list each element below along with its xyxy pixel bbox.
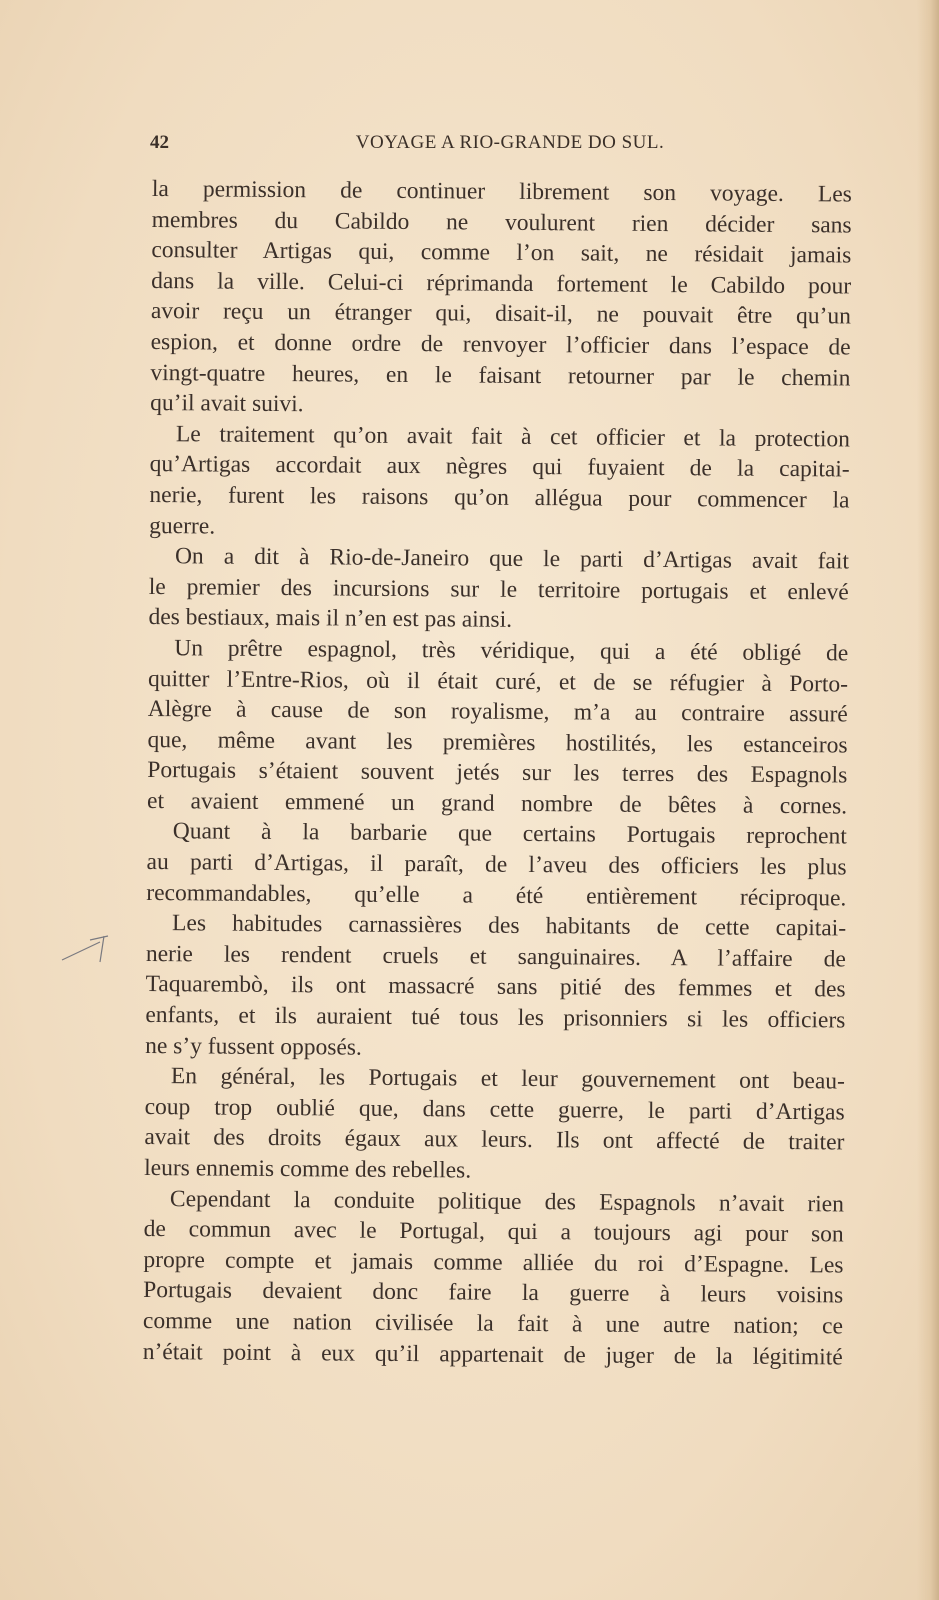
text-line: qu’Artigas accordait aux nègres qui fuyaient de la capitai- bbox=[149, 451, 850, 483]
running-header bbox=[150, 128, 850, 158]
text-line: Portugais s’étaient souvent jetés sur les terres des Espagnols bbox=[147, 757, 848, 789]
text-line: des bestiaux, mais il n’en est pas ainsi. bbox=[148, 604, 513, 634]
text-line: Le traitement qu’on avait fait à cet officier et la protection bbox=[175, 420, 851, 453]
text-line: consulter Artigas qui, comme l’on sait, ne résidait jamais bbox=[151, 237, 852, 269]
text-line: En général, les Portugais et leur gouvernement ont beau- bbox=[170, 1063, 845, 1095]
text-line: membres du Cabildo ne voulurent rien décider sans bbox=[151, 206, 852, 239]
text-line: de commun avec le Portugal, qui a toujours agi pour son bbox=[143, 1216, 844, 1248]
text-line: nerie, furent les raisons qu’on allégua pour commencer la bbox=[149, 481, 850, 514]
text-line: On a dit à Rio-de-Janeiro que le parti d’Artigas avait fait bbox=[174, 543, 850, 575]
text-line: guerre. bbox=[149, 512, 216, 540]
text-line: avoir reçu un étranger qui, disait-il, ne pouvait être qu’un bbox=[150, 298, 852, 330]
text-line: quitter l’Entre-Rios, où il était curé, et de se réfugier à Porto- bbox=[147, 665, 849, 697]
text-line: n’était point à eux qu’il appartenait de juger de la légitimité bbox=[142, 1338, 843, 1371]
text-line: Portugais devaient donc faire la guerre à leurs voisins bbox=[143, 1277, 844, 1309]
text-line: enfants, et ils auraient tué tous les prisonniers si les officiers bbox=[145, 1002, 846, 1034]
text-line: Un prêtre espagnol, très véridique, qui a été obligé de bbox=[174, 635, 849, 667]
text-line: espion, et donne ordre de renvoyer l’officier dans l’espace de bbox=[150, 328, 851, 361]
text-line: Taquarembò, ils ont massacré sans pitié des femmes et des bbox=[145, 971, 846, 1003]
text-line: avait des droits égaux aux leurs. Ils ont affecté de traiter bbox=[144, 1124, 845, 1156]
text-line: qu’il avait suivi. bbox=[150, 390, 304, 418]
text-line: comme une nation civilisée la fait à une autre nation; ce bbox=[142, 1307, 844, 1340]
text-line: la permission de continuer librement son voyage. Les bbox=[151, 175, 852, 208]
text-line: propre compte et jamais comme alliée du roi d’Espagne. Les bbox=[143, 1246, 844, 1279]
running-title: VOYAGE A RIO-GRANDE DO SUL. bbox=[355, 132, 665, 153]
text-line: dans la ville. Celui-ci réprimanda fortement le Cabildo pour bbox=[151, 267, 852, 300]
page-number: 42 bbox=[150, 132, 169, 153]
text-line: au parti d’Artigas, il paraît, de l’aveu des officiers les plus bbox=[146, 849, 847, 881]
text-line: recommandables, qu’elle a été entièrement réciproque. bbox=[146, 879, 847, 912]
page-edge-shadow bbox=[917, 0, 939, 1600]
text-line: le premier des incursions sur le territoire portugais et enlevé bbox=[148, 573, 849, 606]
text-line: Cependant la conduite politique des Espagnols n’avait rien bbox=[169, 1185, 845, 1218]
pencil-margin-mark-icon bbox=[60, 930, 120, 970]
text-line: coup trop oublié que, dans cette guerre, le parti d’Artigas bbox=[144, 1093, 845, 1126]
text-line: nerie les rendent cruels et sanguinaires. A l’affaire de bbox=[145, 940, 846, 973]
text-line: vingt-quatre heures, en le faisant retourner par le chemin bbox=[150, 359, 851, 392]
text-line: Quant à la barbarie que certains Portugais reprochent bbox=[172, 818, 847, 850]
text-line: ne s’y fussent opposés. bbox=[145, 1032, 362, 1061]
text-line: Alègre à cause de son royalisme, m’a au contraire assuré bbox=[147, 696, 848, 728]
text-line: Les habitudes carnassières des habitants de cette capitai- bbox=[172, 910, 847, 942]
text-line: que, même avant les premières hostilités, les estanceiros bbox=[147, 726, 848, 759]
text-line: et avaient emmené un grand nombre de bêtes à cornes. bbox=[146, 787, 848, 820]
body-text bbox=[143, 174, 852, 1373]
text-line: leurs ennemis comme des rebelles. bbox=[144, 1154, 472, 1184]
